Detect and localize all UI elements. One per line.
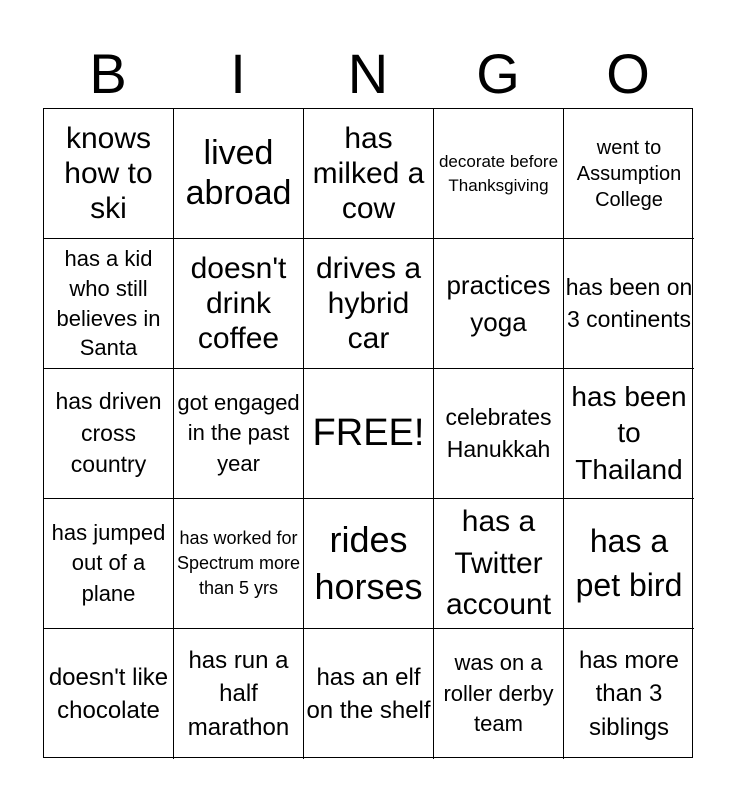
cell-text: has a pet bird bbox=[575, 523, 683, 603]
bingo-cell[interactable] bbox=[564, 499, 694, 629]
cell-text: got engaged in the past year bbox=[177, 389, 300, 476]
bingo-cell[interactable] bbox=[44, 109, 174, 239]
bingo-cell[interactable] bbox=[174, 499, 304, 629]
free-space[interactable] bbox=[304, 369, 434, 499]
bingo-cell[interactable] bbox=[434, 499, 564, 629]
bingo-cell[interactable] bbox=[434, 239, 564, 369]
bingo-cell[interactable] bbox=[434, 629, 564, 759]
cell-text: was on a roller derby team bbox=[443, 650, 554, 737]
bingo-header bbox=[43, 40, 693, 108]
bingo-cell[interactable] bbox=[174, 629, 304, 759]
cell-text: lived abroad bbox=[185, 133, 292, 212]
cell-text: has been to Thailand bbox=[571, 380, 687, 485]
cell-text: celebrates Hanukkah bbox=[445, 403, 552, 462]
bingo-cell[interactable] bbox=[564, 369, 694, 499]
cell-text: rides horses bbox=[314, 518, 423, 607]
bingo-cell[interactable] bbox=[44, 499, 174, 629]
cell-text: has an elf on the shelf bbox=[306, 663, 431, 724]
cell-text: knows how to ski bbox=[64, 121, 153, 226]
bingo-cell[interactable] bbox=[564, 629, 694, 759]
cell-text: decorate before Thanksgiving bbox=[438, 151, 559, 195]
free-space-text: FREE! bbox=[312, 412, 425, 455]
bingo-cell[interactable] bbox=[564, 109, 694, 239]
cell-text: has worked for Spectrum more than 5 yrs bbox=[176, 528, 301, 598]
cell-text: has jumped out of a plane bbox=[51, 519, 166, 606]
cell-text: has a Twitter account bbox=[445, 505, 552, 622]
bingo-cell[interactable] bbox=[304, 239, 434, 369]
bingo-cell[interactable] bbox=[44, 239, 174, 369]
bingo-cell[interactable] bbox=[44, 629, 174, 759]
bingo-cell[interactable] bbox=[434, 109, 564, 239]
cell-text: drives a hybrid car bbox=[315, 251, 422, 356]
bingo-cell[interactable] bbox=[44, 369, 174, 499]
bingo-cell[interactable] bbox=[174, 109, 304, 239]
header-letter-n: N bbox=[347, 42, 389, 105]
cell-text: went to Assumption College bbox=[576, 136, 682, 211]
bingo-cell[interactable] bbox=[304, 629, 434, 759]
cell-text: doesn't like chocolate bbox=[48, 663, 169, 724]
cell-text: has more than 3 siblings bbox=[578, 647, 680, 741]
bingo-cell[interactable] bbox=[304, 499, 434, 629]
cell-text: practices yoga bbox=[446, 270, 551, 337]
cell-text: doesn't drink coffee bbox=[190, 251, 287, 356]
header-letter-g: G bbox=[476, 42, 520, 105]
cell-text: has driven cross country bbox=[55, 387, 162, 478]
bingo-cell[interactable] bbox=[434, 369, 564, 499]
header-letter-i: I bbox=[230, 42, 246, 105]
cell-text: has run a half marathon bbox=[187, 647, 290, 741]
cell-text: has a kid who still believes in Santa bbox=[56, 246, 161, 361]
bingo-cell[interactable] bbox=[174, 239, 304, 369]
cell-text: has been on 3 continents bbox=[565, 273, 693, 332]
bingo-cell[interactable] bbox=[564, 239, 694, 369]
header-letter-o: O bbox=[606, 42, 650, 105]
header-letter-b: B bbox=[89, 42, 127, 105]
cell-text: has milked a cow bbox=[312, 121, 425, 226]
bingo-board bbox=[43, 108, 693, 758]
bingo-cell[interactable] bbox=[174, 369, 304, 499]
bingo-cell[interactable] bbox=[304, 109, 434, 239]
